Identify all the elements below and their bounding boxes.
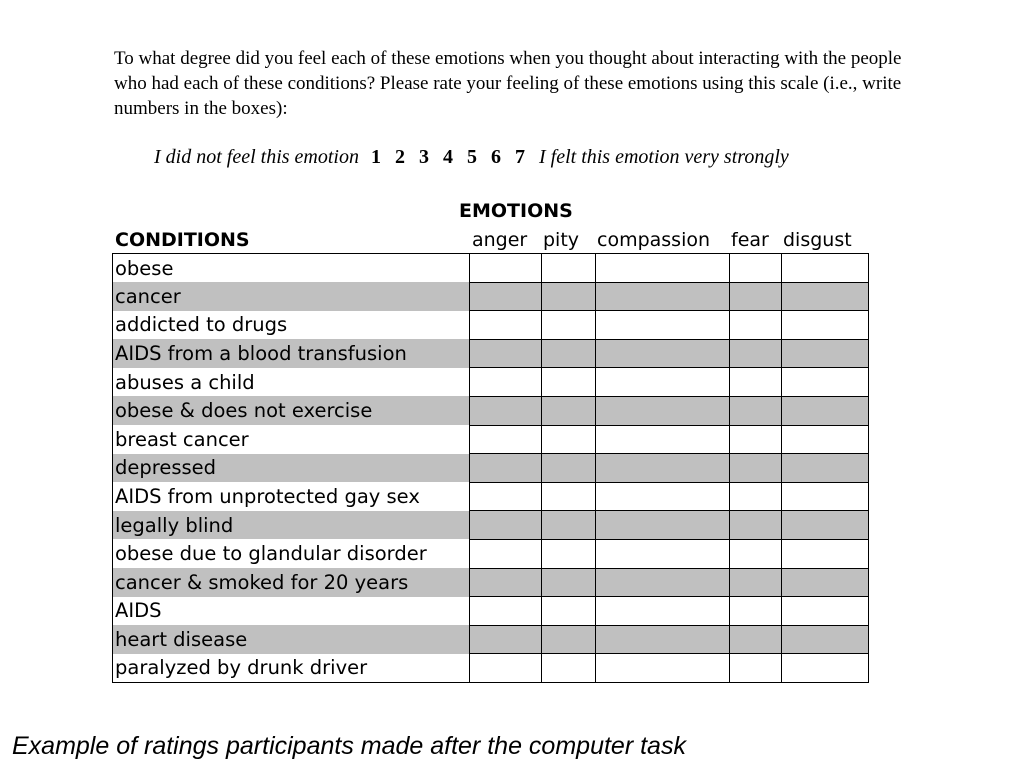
rating-box-compassion[interactable] [596, 511, 730, 540]
rating-box-fear[interactable] [730, 254, 782, 283]
rating-box-compassion[interactable] [596, 254, 730, 283]
table-row [113, 454, 869, 483]
rating-box-anger[interactable] [470, 396, 542, 425]
rating-box-pity[interactable] [542, 396, 596, 425]
rating-box-pity[interactable] [542, 454, 596, 483]
table-row [113, 625, 869, 654]
rating-box-compassion[interactable] [596, 282, 730, 311]
rating-box-anger[interactable] [470, 654, 542, 683]
condition-label: heart disease [113, 625, 470, 654]
rating-box-pity[interactable] [542, 254, 596, 283]
rating-box-disgust[interactable] [782, 625, 869, 654]
rating-box-fear[interactable] [730, 425, 782, 454]
rating-box-compassion[interactable] [596, 654, 730, 683]
rating-box-compassion[interactable] [596, 425, 730, 454]
rating-box-disgust[interactable] [782, 539, 869, 568]
rating-box-compassion[interactable] [596, 597, 730, 626]
condition-label: addicted to drugs [113, 311, 470, 340]
emotions-heading: EMOTIONS [459, 200, 573, 222]
rating-box-pity[interactable] [542, 282, 596, 311]
rating-box-anger[interactable] [470, 311, 542, 340]
rating-box-pity[interactable] [542, 425, 596, 454]
instructions-text: To what degree did you feel each of these emotions when you thought about interacting with the people who had each of these conditions? Please rate your feeling of these emotions using this scale (i.e., write numbers in the boxes): [114, 48, 902, 119]
rating-box-pity[interactable] [542, 568, 596, 597]
condition-label: abuses a child [113, 368, 470, 397]
rating-box-fear[interactable] [730, 625, 782, 654]
rating-box-compassion[interactable] [596, 568, 730, 597]
rating-box-fear[interactable] [730, 454, 782, 483]
rating-box-disgust[interactable] [782, 254, 869, 283]
rating-box-disgust[interactable] [782, 396, 869, 425]
rating-box-compassion[interactable] [596, 311, 730, 340]
condition-label: paralyzed by drunk driver [113, 654, 470, 683]
table-row [113, 311, 869, 340]
condition-label: breast cancer [113, 425, 470, 454]
column-header-anger: anger [472, 229, 528, 251]
scale-high-label: I felt this emotion very strongly [538, 146, 789, 168]
condition-label: AIDS from unprotected gay sex [113, 482, 470, 511]
rating-box-pity[interactable] [542, 511, 596, 540]
table-row [113, 282, 869, 311]
rating-box-pity[interactable] [542, 311, 596, 340]
rating-box-anger[interactable] [470, 597, 542, 626]
rating-box-fear[interactable] [730, 339, 782, 368]
condition-label: AIDS from a blood transfusion [113, 339, 470, 368]
condition-label: depressed [113, 454, 470, 483]
rating-box-compassion[interactable] [596, 454, 730, 483]
rating-box-anger[interactable] [470, 539, 542, 568]
rating-box-anger[interactable] [470, 511, 542, 540]
rating-box-fear[interactable] [730, 368, 782, 397]
scale-numbers: 1 2 3 4 5 6 7 [370, 146, 525, 168]
rating-box-pity[interactable] [542, 368, 596, 397]
rating-box-compassion[interactable] [596, 625, 730, 654]
rating-box-fear[interactable] [730, 654, 782, 683]
rating-box-disgust[interactable] [782, 368, 869, 397]
condition-label: cancer [113, 282, 470, 311]
rating-box-anger[interactable] [470, 339, 542, 368]
condition-label: obese due to glandular disorder [113, 539, 470, 568]
rating-box-fear[interactable] [730, 568, 782, 597]
rating-box-disgust[interactable] [782, 454, 869, 483]
rating-box-anger[interactable] [470, 282, 542, 311]
rating-box-anger[interactable] [470, 568, 542, 597]
rating-box-pity[interactable] [542, 597, 596, 626]
table-row [113, 425, 869, 454]
table-row [113, 482, 869, 511]
table-row [113, 254, 869, 283]
rating-box-disgust[interactable] [782, 482, 869, 511]
rating-box-fear[interactable] [730, 311, 782, 340]
rating-box-fear[interactable] [730, 282, 782, 311]
rating-box-fear[interactable] [730, 597, 782, 626]
rating-box-compassion[interactable] [596, 482, 730, 511]
condition-label: legally blind [113, 511, 470, 540]
rating-box-disgust[interactable] [782, 339, 869, 368]
table-row [113, 511, 869, 540]
rating-box-anger[interactable] [470, 625, 542, 654]
table-row [113, 339, 869, 368]
rating-box-compassion[interactable] [596, 396, 730, 425]
rating-box-pity[interactable] [542, 482, 596, 511]
rating-box-pity[interactable] [542, 339, 596, 368]
rating-scale [154, 146, 789, 169]
rating-box-anger[interactable] [470, 425, 542, 454]
rating-box-pity[interactable] [542, 539, 596, 568]
rating-box-pity[interactable] [542, 654, 596, 683]
column-header-fear: fear [731, 229, 769, 251]
rating-box-disgust[interactable] [782, 568, 869, 597]
rating-box-fear[interactable] [730, 511, 782, 540]
condition-label: obese [113, 254, 470, 283]
table-row [113, 368, 869, 397]
table-row [113, 597, 869, 626]
rating-box-disgust[interactable] [782, 654, 869, 683]
rating-box-anger[interactable] [470, 482, 542, 511]
scale-low-label: I did not feel this emotion [154, 146, 359, 168]
rating-box-disgust[interactable] [782, 425, 869, 454]
rating-box-fear[interactable] [730, 539, 782, 568]
rating-box-disgust[interactable] [782, 511, 869, 540]
table-row [113, 396, 869, 425]
table-row [113, 568, 869, 597]
column-header-compassion: compassion [597, 229, 711, 251]
conditions-heading: CONDITIONS [115, 229, 250, 251]
table-row [113, 654, 869, 683]
rating-box-fear[interactable] [730, 396, 782, 425]
rating-box-anger[interactable] [470, 368, 542, 397]
rating-box-compassion[interactable] [596, 339, 730, 368]
rating-box-disgust[interactable] [782, 597, 869, 626]
condition-label: obese & does not exercise [113, 396, 470, 425]
condition-label: cancer & smoked for 20 years [113, 568, 470, 597]
rating-box-anger[interactable] [470, 254, 542, 283]
table-row [113, 539, 869, 568]
rating-box-fear[interactable] [730, 482, 782, 511]
column-header-pity: pity [543, 229, 580, 251]
rating-box-disgust[interactable] [782, 282, 869, 311]
ratings-table [112, 253, 869, 683]
column-header-disgust: disgust [783, 229, 852, 251]
rating-box-disgust[interactable] [782, 311, 869, 340]
rating-box-anger[interactable] [470, 454, 542, 483]
rating-box-compassion[interactable] [596, 368, 730, 397]
condition-label: AIDS [113, 597, 470, 626]
rating-box-pity[interactable] [542, 625, 596, 654]
rating-box-compassion[interactable] [596, 539, 730, 568]
slide-caption: Example of ratings participants made after the computer task [12, 732, 686, 760]
